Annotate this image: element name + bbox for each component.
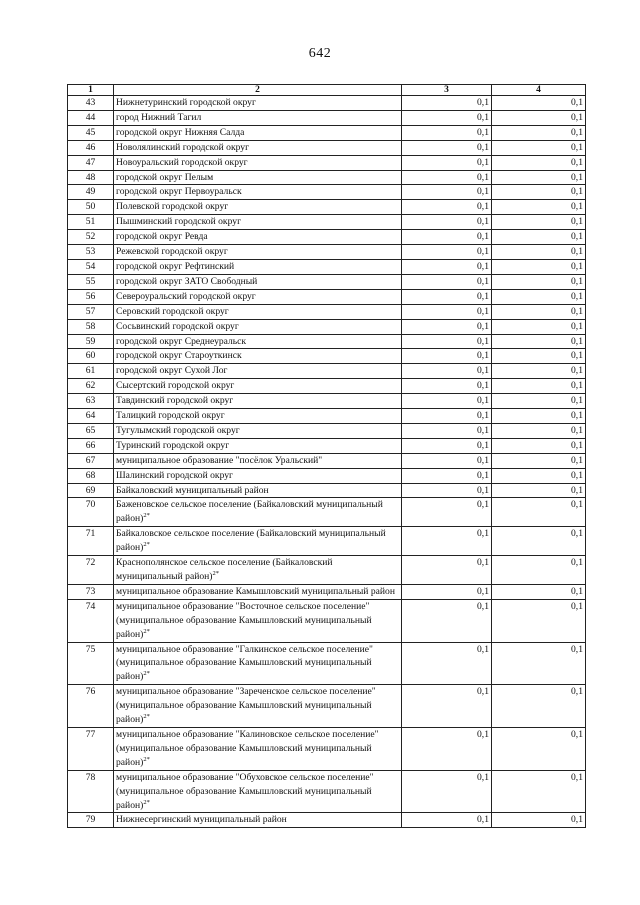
column-3-value: 0,1 [402,453,492,468]
column-4-value: 0,1 [492,140,586,155]
municipality-name: Новолялинский городской округ [116,141,250,153]
footnote-marker: 2* [143,512,150,520]
footnote-marker: 2* [143,541,150,549]
row-number: 44 [68,110,114,125]
municipality-name: городской округ ЗАТО Свободный [116,275,258,287]
table-row [68,468,586,483]
row-number: 54 [68,259,114,274]
row-number: 79 [68,813,114,828]
table-row [68,364,586,379]
municipality-name: Баженовское сельское поселение (Байкаловский муниципальный район) [116,499,383,525]
column-4-value: 0,1 [492,334,586,349]
row-number: 63 [68,394,114,409]
column-4-value: 0,1 [492,364,586,379]
column-4-value: 0,1 [492,96,586,111]
municipality-name: Сысертский городской округ [116,380,235,392]
table-row [68,230,586,245]
column-4-value: 0,1 [492,685,586,728]
municipality-name: муниципальное образование "Обуховское сельское поселение" (муниципальное образование Камышловский муниципальный район) [116,771,374,811]
municipality-name-cell [114,155,402,170]
municipality-name-cell [114,409,402,424]
footnote-marker: 2* [143,627,150,635]
row-number: 69 [68,483,114,498]
table-row [68,379,586,394]
column-4-value: 0,1 [492,125,586,140]
column-3-value: 0,1 [402,349,492,364]
column-3-value: 0,1 [402,319,492,334]
column-4-value: 0,1 [492,468,586,483]
column-4-value: 0,1 [492,599,586,642]
municipality-name-cell [114,584,402,599]
column-3-value: 0,1 [402,642,492,685]
municipality-name: Пышминский городской округ [116,216,241,228]
row-number: 65 [68,423,114,438]
municipality-name: город Нижний Тагил [116,111,202,123]
column-4-value: 0,1 [492,200,586,215]
municipality-name-cell [114,364,402,379]
column-4-value: 0,1 [492,642,586,685]
table-row [68,642,586,685]
municipality-name: Режевской городской округ [116,246,228,258]
municipality-name: муниципальное образование "Восточное сельское поселение" (муниципальное образование Камышловский муниципальный район) [116,600,372,640]
row-number: 70 [68,498,114,527]
footnote-marker: 2* [212,570,219,577]
municipality-name: муниципальное образование "Зареченское сельское поселение" (муниципальное образование Камышловский муниципальный район) [116,686,376,726]
column-4-value: 0,1 [492,770,586,813]
column-4-value: 0,1 [492,215,586,230]
municipality-name: Шалинский городской округ [116,469,233,481]
row-number: 62 [68,379,114,394]
footnote-marker: 2* [143,755,150,763]
row-number: 74 [68,599,114,642]
municipality-name: Тугулымский городской округ [116,424,240,436]
municipality-name-cell [114,230,402,245]
column-4-value: 0,1 [492,289,586,304]
column-4-value: 0,1 [492,453,586,468]
table-row [68,599,586,642]
column-3-value: 0,1 [402,155,492,170]
table-row [68,394,586,409]
row-number: 72 [68,556,114,585]
municipality-name-cell [114,438,402,453]
column-4-value: 0,1 [492,438,586,453]
column-4-value: 0,1 [492,155,586,170]
municipality-name: муниципальное образование "Галкинское сельское поселение" (муниципальное образование Камышловский муниципальный район) [116,643,373,683]
column-3-value: 0,1 [402,170,492,185]
row-number: 58 [68,319,114,334]
row-number: 68 [68,468,114,483]
municipality-name-cell [114,185,402,200]
column-4-value: 0,1 [492,409,586,424]
table-row [68,185,586,200]
column-4-value: 0,1 [492,498,586,527]
column-4-value: 0,1 [492,230,586,245]
municipality-name-cell [114,274,402,289]
row-number: 75 [68,642,114,685]
municipality-name: муниципальное образование "посёлок Уральский" [116,454,323,466]
column-3-value: 0,1 [402,409,492,424]
row-number: 48 [68,170,114,185]
municipality-name-cell [114,727,402,770]
table-row [68,813,586,828]
row-number: 66 [68,438,114,453]
column-4-value: 0,1 [492,274,586,289]
municipality-name-cell [114,140,402,155]
municipality-name-cell [114,334,402,349]
municipality-name-cell [114,642,402,685]
municipality-name: Нижнесергинский муниципальный район [116,814,287,826]
municipality-name: Байкаловский муниципальный район [116,484,269,496]
column-header-3: 3 [402,85,492,96]
municipality-name-cell [114,498,402,527]
column-3-value: 0,1 [402,379,492,394]
row-number: 64 [68,409,114,424]
municipality-name: Талицкий городской округ [116,410,225,422]
table-row [68,453,586,468]
municipality-name-cell [114,200,402,215]
municipality-name-cell [114,245,402,260]
municipality-name: Новоуральский городской округ [116,156,248,168]
column-4-value: 0,1 [492,170,586,185]
table-row [68,584,586,599]
table-row [68,319,586,334]
table-row [68,215,586,230]
column-3-value: 0,1 [402,685,492,728]
row-number: 43 [68,96,114,111]
column-3-value: 0,1 [402,110,492,125]
column-4-value: 0,1 [492,527,586,556]
column-4-value: 0,1 [492,349,586,364]
row-number: 51 [68,215,114,230]
row-number: 53 [68,245,114,260]
table-row [68,770,586,813]
table-row [68,259,586,274]
municipality-name-cell [114,96,402,111]
municipality-name: Байкаловское сельское поселение (Байкаловский муниципальный район) [116,528,386,554]
municipality-name: муниципальное образование Камышловский муниципальный район [116,585,395,597]
table-row [68,349,586,364]
row-number: 45 [68,125,114,140]
municipality-name-cell [114,599,402,642]
table-row [68,438,586,453]
row-number: 50 [68,200,114,215]
row-number: 46 [68,140,114,155]
municipality-name: Нижнетуринский городской округ [116,97,256,108]
column-4-value: 0,1 [492,259,586,274]
column-3-value: 0,1 [402,185,492,200]
data-table [67,84,586,828]
column-3-value: 0,1 [402,584,492,599]
table-row [68,170,586,185]
municipality-name-cell [114,215,402,230]
column-3-value: 0,1 [402,96,492,111]
table-row [68,200,586,215]
municipality-name: городской округ Сухой Лог [116,365,228,377]
column-3-value: 0,1 [402,813,492,828]
municipality-name-cell [114,770,402,813]
table-row [68,498,586,527]
row-number: 59 [68,334,114,349]
municipality-name: Серовский городской округ [116,305,229,317]
row-number: 47 [68,155,114,170]
municipality-name-cell [114,813,402,828]
column-3-value: 0,1 [402,483,492,498]
column-4-value: 0,1 [492,185,586,200]
municipality-name-cell [114,125,402,140]
column-3-value: 0,1 [402,215,492,230]
row-number: 55 [68,274,114,289]
municipality-name: городской округ Среднеуральск [116,335,247,347]
municipality-name-cell [114,394,402,409]
municipality-name: городской округ Первоуральск [116,186,242,198]
row-number: 57 [68,304,114,319]
column-header-2: 2 [114,85,402,96]
municipality-name: городской округ Нижняя Салда [116,126,245,138]
municipality-name-cell [114,423,402,438]
municipality-name: городской округ Ревда [116,231,208,243]
municipality-name-cell [114,527,402,556]
column-4-value: 0,1 [492,813,586,828]
column-3-value: 0,1 [402,438,492,453]
table-row [68,274,586,289]
column-4-value: 0,1 [492,110,586,125]
page-number: 642 [308,46,332,61]
row-number: 60 [68,349,114,364]
table-row [68,527,586,556]
column-3-value: 0,1 [402,245,492,260]
column-3-value: 0,1 [402,727,492,770]
municipality-name-cell [114,349,402,364]
column-header-4: 4 [492,85,586,96]
municipality-name: Туринский городской округ [116,439,230,451]
column-3-value: 0,1 [402,140,492,155]
municipality-name-cell [114,685,402,728]
row-number: 73 [68,584,114,599]
column-4-value: 0,1 [492,394,586,409]
table-row [68,155,586,170]
column-4-value: 0,1 [492,379,586,394]
column-4-value: 0,1 [492,483,586,498]
column-3-value: 0,1 [402,498,492,527]
column-3-value: 0,1 [402,230,492,245]
municipality-name: Сосьвинский городской округ [116,320,239,332]
column-3-value: 0,1 [402,274,492,289]
row-number: 78 [68,770,114,813]
row-number: 76 [68,685,114,728]
column-4-value: 0,1 [492,319,586,334]
table-row [68,409,586,424]
table-row [68,685,586,728]
row-number: 52 [68,230,114,245]
column-3-value: 0,1 [402,289,492,304]
table-row [68,289,586,304]
municipality-name: городской округ Рефтинский [116,260,235,272]
municipality-name: городской округ Пелым [116,171,214,183]
column-3-value: 0,1 [402,304,492,319]
column-3-value: 0,1 [402,364,492,379]
municipality-name-cell [114,259,402,274]
municipality-name-cell [114,304,402,319]
municipality-name: муниципальное образование "Калиновское сельское поселение" (муниципальное образование Камышловский муниципальный район) [116,728,379,768]
column-4-value: 0,1 [492,584,586,599]
column-3-value: 0,1 [402,259,492,274]
municipality-name-cell [114,289,402,304]
municipality-name-cell [114,110,402,125]
municipality-name: Краснополянское сельское поселение (Байкаловский муниципальный район) [116,557,333,582]
municipality-name: городской округ Староуткинск [116,350,242,362]
column-header-1: 1 [68,85,114,96]
column-3-value: 0,1 [402,770,492,813]
table-row [68,245,586,260]
table-row [68,727,586,770]
column-3-value: 0,1 [402,394,492,409]
footnote-marker: 2* [143,713,150,721]
column-3-value: 0,1 [402,468,492,483]
municipality-name: Тавдинский городской округ [116,395,234,407]
table-body [68,96,586,828]
column-3-value: 0,1 [402,556,492,585]
municipality-name: Североуральский городской округ [116,290,256,302]
municipality-name-cell [114,556,402,585]
column-4-value: 0,1 [492,245,586,260]
column-4-value: 0,1 [492,727,586,770]
footnote-marker: 2* [143,798,150,806]
table-row [68,304,586,319]
column-3-value: 0,1 [402,599,492,642]
column-3-value: 0,1 [402,200,492,215]
column-4-value: 0,1 [492,423,586,438]
row-number: 56 [68,289,114,304]
table-row [68,140,586,155]
row-number: 77 [68,727,114,770]
municipality-name-cell [114,483,402,498]
column-4-value: 0,1 [492,556,586,585]
table-row [68,556,586,585]
column-4-value: 0,1 [492,304,586,319]
table-row [68,334,586,349]
row-number: 67 [68,453,114,468]
municipality-name: Полевской городской округ [116,201,229,213]
column-3-value: 0,1 [402,125,492,140]
municipality-name-cell [114,453,402,468]
row-number: 71 [68,527,114,556]
table-row [68,125,586,140]
municipality-name-cell [114,170,402,185]
column-3-value: 0,1 [402,334,492,349]
table-row [68,423,586,438]
table-header-row [68,85,586,96]
row-number: 61 [68,364,114,379]
column-3-value: 0,1 [402,423,492,438]
footnote-marker: 2* [143,670,150,678]
row-number: 49 [68,185,114,200]
municipality-name-cell [114,379,402,394]
municipality-name-cell [114,468,402,483]
table-row [68,483,586,498]
column-3-value: 0,1 [402,527,492,556]
table-row [68,110,586,125]
municipality-name-cell [114,319,402,334]
table-row [68,96,586,111]
